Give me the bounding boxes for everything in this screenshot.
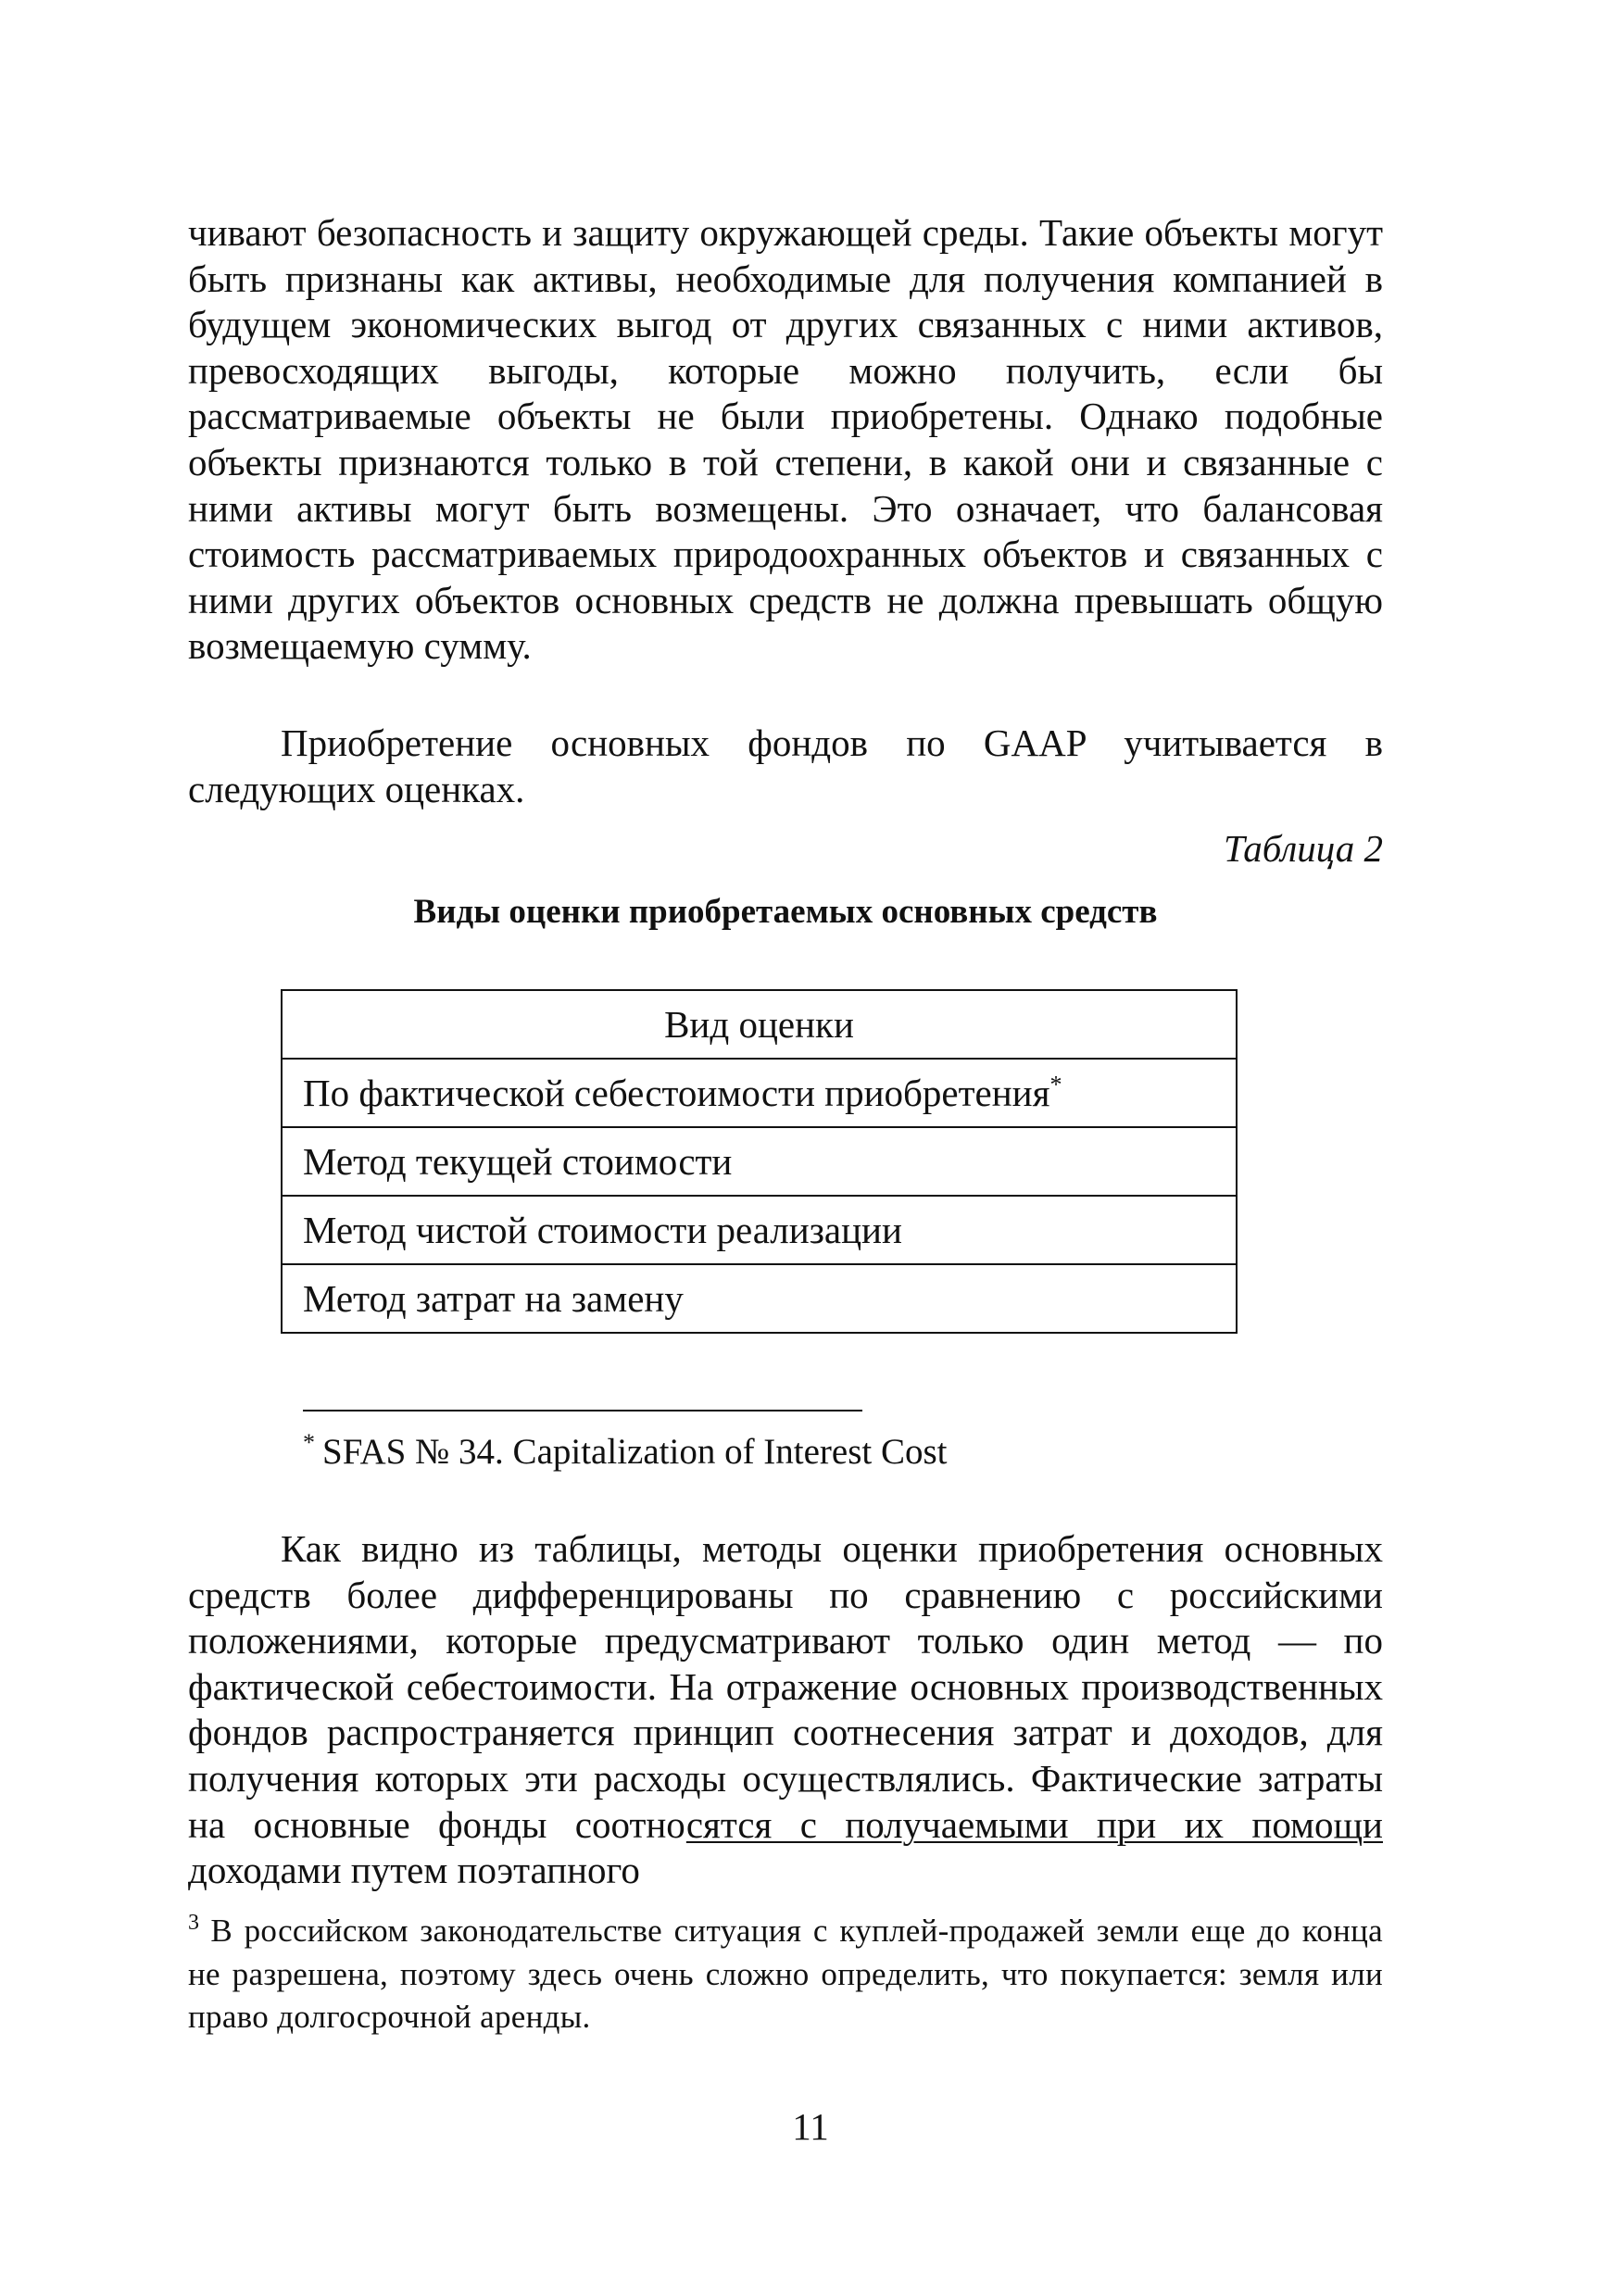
paragraph-gaap-intro xyxy=(188,721,1383,812)
footnote-number: 3 xyxy=(188,1911,200,1936)
paragraph-comparison xyxy=(188,1526,1383,1894)
table-cell xyxy=(282,1059,1237,1127)
table-row xyxy=(282,1059,1237,1127)
table-header-row xyxy=(282,990,1237,1059)
paragraph-environmental-assets xyxy=(188,210,1383,670)
page-number: 11 xyxy=(792,2105,829,2148)
table-caption: Таблица 2 xyxy=(1223,827,1383,870)
table-row xyxy=(282,1264,1237,1333)
footnote-marker: * xyxy=(1049,1071,1062,1098)
table-row xyxy=(282,1196,1237,1264)
paragraph-text: Приобретение основных фондов по GAAP учитывается в следующих оценках. xyxy=(188,721,1383,810)
footnote-text: SFAS № 34. Capitalization of Interest Cost xyxy=(322,1432,948,1472)
text-segment: доходами путем поэтапного xyxy=(188,1849,640,1892)
text-segment: Как видно из таблицы, методы оценки приобретения основных средств более дифференцированы по сравнению с российскими положениями, которые предусматривают только один метод — по фактической себестоимости. На отражение основных производственных фондов распространяется принцип соотнесения затрат и доходов, для получения которых эти расходы осуществлялись. Фактические затраты на основные фонды соотно xyxy=(188,1527,1383,1846)
footnote-marker: * xyxy=(303,1429,315,1456)
table-title: Виды оценки приобретаемых основных средств xyxy=(413,893,1158,931)
paragraph-text: чивают безопасность и защиту окружающей среды. Такие объекты могут быть признаны как активы, необходимые для получения компанией в будущем экономических выгод от других связанных с ними активов, превосходящих выгоды, которые можно получить, если бы рассматриваемые объекты не были приобретены. Однако подобные объекты признаются только в той степени, в какой они и связанные с ними активы могут быть возмещены. Это означает, что балансовая стоимость рассматриваемых природоохранных объектов и связанных с ними других объектов основных средств не должна превышать общую возмещаемую сумму. xyxy=(188,211,1383,668)
paragraph-text xyxy=(188,1526,1383,1894)
table-footnote xyxy=(303,1426,948,1478)
table-cell: Метод чистой стоимости реализации xyxy=(282,1196,1237,1264)
footnote-text: В российском законодательстве ситуация с куплей-продажей земли еще до конца не разрешена, поэтому здесь очень сложно определить, что покупается: земля или право долгосрочной аренды. xyxy=(188,1913,1383,2035)
underlined-text: сятся с получаемыми при их помощи xyxy=(685,1802,1383,1846)
page-footnote xyxy=(188,1910,1383,2039)
assessment-types-table xyxy=(281,989,1238,1334)
table-row xyxy=(282,1127,1237,1196)
table-cell: Метод затрат на замену xyxy=(282,1264,1237,1333)
cell-text: По фактической себестоимости приобретения xyxy=(303,1072,1050,1114)
table-cell: Метод текущей стоимости xyxy=(282,1127,1237,1196)
footnote-divider xyxy=(303,1410,862,1411)
table-header-cell: Вид оценки xyxy=(282,990,1237,1059)
